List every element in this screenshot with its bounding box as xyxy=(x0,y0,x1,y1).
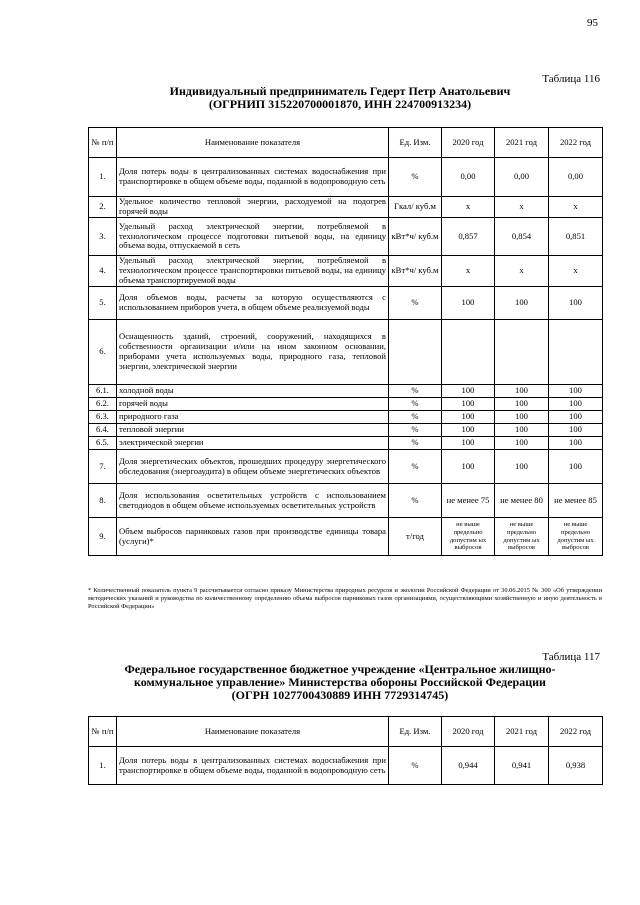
table-row xyxy=(89,218,603,256)
table-117-title-line1: Федеральное государственное бюджетное учреждение «Центральное жилищно- xyxy=(124,662,556,676)
row-number: 3. xyxy=(89,218,117,256)
value-2020: 100 xyxy=(442,385,495,398)
value-2020: 100 xyxy=(442,287,495,320)
table-row xyxy=(89,197,603,218)
unit: % xyxy=(389,450,442,484)
indicator-name: электрической энергии xyxy=(117,437,389,450)
value-2021: не менее 80 xyxy=(495,484,549,518)
indicator-name: тепловой энергии xyxy=(117,424,389,437)
indicator-name: Объем выбросов парниковых газов при производстве единицы товара (услуги)* xyxy=(117,518,389,556)
row-number: 6. xyxy=(89,320,117,385)
row-number: 6.3. xyxy=(89,411,117,424)
header-2022: 2022 год xyxy=(549,717,603,747)
value-2020: не менее 75 xyxy=(442,484,495,518)
table-117-title xyxy=(80,663,600,702)
table-row xyxy=(89,484,603,518)
table-row xyxy=(89,287,603,320)
indicator-name: холодной воды xyxy=(117,385,389,398)
unit: Гкал/ куб.м xyxy=(389,197,442,218)
value-2022: 100 xyxy=(549,424,603,437)
table-row xyxy=(89,320,603,385)
value-2021: 100 xyxy=(495,287,549,320)
row-number: 4. xyxy=(89,256,117,287)
table-116 xyxy=(88,127,603,556)
indicator-name: Доля потерь воды в централизованных системах водоснабжения при транспортировке в общем объеме воды, поданной в водопроводную сеть xyxy=(117,747,389,785)
row-number: 1. xyxy=(89,158,117,197)
value-2020: х xyxy=(442,197,495,218)
unit xyxy=(389,320,442,385)
value-2022 xyxy=(549,320,603,385)
table-row xyxy=(89,424,603,437)
header-unit: Ед. Изм. xyxy=(389,128,442,158)
value-2020: 100 xyxy=(442,411,495,424)
table-116-title xyxy=(80,85,600,111)
header-2020: 2020 год xyxy=(442,128,495,158)
value-2022: 0,851 xyxy=(549,218,603,256)
unit: % xyxy=(389,385,442,398)
unit: % xyxy=(389,411,442,424)
value-2022: х xyxy=(549,197,603,218)
indicator-name: Оснащенность зданий, строений, сооружений, находящихся в собственности организации и/или на ином законном основании, приборами учета используемых воды, природного газа, тепловой энергии, электрической энергии xyxy=(117,320,389,385)
unit: % xyxy=(389,747,442,785)
value-2022: 100 xyxy=(549,450,603,484)
unit: % xyxy=(389,437,442,450)
table-row xyxy=(89,158,603,197)
table-116-header-row xyxy=(89,128,603,158)
value-2021: 0,941 xyxy=(495,747,549,785)
value-2021 xyxy=(495,320,549,385)
value-2022: х xyxy=(549,256,603,287)
indicator-name: Удельный расход электрической энергии, потребляемой в технологическом процессе подготовки питьевой воды, на единицу объема воды, отпускаемой в сеть xyxy=(117,218,389,256)
value-2022: не менее 85 xyxy=(549,484,603,518)
value-2022: 0,00 xyxy=(549,158,603,197)
header-name: Наименование показателя xyxy=(117,128,389,158)
table-117-title-line2: коммунальное управление» Министерства обороны Российской Федерации xyxy=(134,675,546,689)
row-number: 9. xyxy=(89,518,117,556)
header-2021: 2021 год xyxy=(495,128,549,158)
row-number: 6.5. xyxy=(89,437,117,450)
value-2022: 100 xyxy=(549,385,603,398)
value-2022: не выше предельно допустим ых выбросов xyxy=(549,518,603,556)
indicator-name: горячей воды xyxy=(117,398,389,411)
row-number: 2. xyxy=(89,197,117,218)
table-row xyxy=(89,398,603,411)
value-2021: 100 xyxy=(495,411,549,424)
indicator-name: Доля энергетических объектов, прошедших процедуру энергетического обследования (энергоаудита) в общем объеме энергетических объектов xyxy=(117,450,389,484)
value-2021: 100 xyxy=(495,398,549,411)
value-2020: 0,944 xyxy=(442,747,495,785)
row-number: 6.4. xyxy=(89,424,117,437)
page-number: 95 xyxy=(587,17,598,29)
value-2021: х xyxy=(495,197,549,218)
table-row xyxy=(89,437,603,450)
table-116-label: Таблица 116 xyxy=(542,73,600,85)
value-2022: 100 xyxy=(549,287,603,320)
unit: % xyxy=(389,158,442,197)
row-number: 8. xyxy=(89,484,117,518)
unit: кВт*ч/ куб.м xyxy=(389,256,442,287)
table-row xyxy=(89,450,603,484)
value-2022: 100 xyxy=(549,437,603,450)
value-2020: 0,857 xyxy=(442,218,495,256)
unit: % xyxy=(389,287,442,320)
value-2021: 100 xyxy=(495,385,549,398)
value-2020: 100 xyxy=(442,424,495,437)
header-num: № п/п xyxy=(89,717,117,747)
table-116-title-line1: Индивидуальный предприниматель Гедерт Петр Анатольевич xyxy=(169,84,511,98)
unit: % xyxy=(389,484,442,518)
table-116-title-line2: (ОГРНИП 315220700001870, ИНН 224700913234) xyxy=(208,97,472,111)
value-2020 xyxy=(442,320,495,385)
row-number: 7. xyxy=(89,450,117,484)
unit: кВт*ч/ куб.м xyxy=(389,218,442,256)
value-2021: 100 xyxy=(495,450,549,484)
unit: % xyxy=(389,424,442,437)
table-117-title-line3: (ОГРН 1027700430889 ИНН 7729314745) xyxy=(231,688,449,702)
value-2022: 0,938 xyxy=(549,747,603,785)
value-2021: не выше предельно допустим ых выбросов xyxy=(495,518,549,556)
table-row xyxy=(89,256,603,287)
table-117-header-row xyxy=(89,717,603,747)
row-number: 5. xyxy=(89,287,117,320)
value-2021: х xyxy=(495,256,549,287)
table-116-footnote: * Количественный показатель пункта 9 рассчитывается согласно приказу Министерства природных ресурсов и экологии Российской Федерации от 30.06.2015 № 300 «Об утверждении методических указаний и руководства по количественному определению объема выбросов парниковых газов организациями, осуществляющими хозяйственную и иную деятельность в Российской Федерации» xyxy=(88,587,602,610)
table-row xyxy=(89,518,603,556)
value-2020: х xyxy=(442,256,495,287)
value-2021: 0,854 xyxy=(495,218,549,256)
header-2022: 2022 год xyxy=(549,128,603,158)
row-number: 6.1. xyxy=(89,385,117,398)
indicator-name: природного газа xyxy=(117,411,389,424)
header-name: Наименование показателя xyxy=(117,717,389,747)
value-2020: 100 xyxy=(442,398,495,411)
header-2020: 2020 год xyxy=(442,717,495,747)
indicator-name: Доля объемов воды, расчеты за которую осуществляются с использованием приборов учета, в общем объеме реализуемой воды xyxy=(117,287,389,320)
value-2020: не выше предельно допустим ых выбросов xyxy=(442,518,495,556)
table-117 xyxy=(88,716,603,785)
indicator-name: Доля потерь воды в централизованных системах водоснабжения при транспортировке в общем объеме воды, поданной в водопроводную сеть xyxy=(117,158,389,197)
table-row xyxy=(89,385,603,398)
value-2022: 100 xyxy=(549,398,603,411)
header-2021: 2021 год xyxy=(495,717,549,747)
indicator-name: Доля использования осветительных устройств с использованием светодиодов в общем объеме используемых осветительных устройств xyxy=(117,484,389,518)
unit: т/год xyxy=(389,518,442,556)
header-unit: Ед. Изм. xyxy=(389,717,442,747)
indicator-name: Удельный расход электрической энергии, потребляемой в технологическом процессе транспортировки питьевой воды, на единицу объема транспортируемой воды xyxy=(117,256,389,287)
table-row xyxy=(89,747,603,785)
header-num: № п/п xyxy=(89,128,117,158)
value-2020: 100 xyxy=(442,450,495,484)
row-number: 1. xyxy=(89,747,117,785)
value-2020: 100 xyxy=(442,437,495,450)
value-2021: 0,00 xyxy=(495,158,549,197)
value-2020: 0,00 xyxy=(442,158,495,197)
value-2021: 100 xyxy=(495,437,549,450)
table-117-label: Таблица 117 xyxy=(542,651,600,663)
value-2021: 100 xyxy=(495,424,549,437)
table-row xyxy=(89,411,603,424)
row-number: 6.2. xyxy=(89,398,117,411)
value-2022: 100 xyxy=(549,411,603,424)
unit: % xyxy=(389,398,442,411)
indicator-name: Удельное количество тепловой энергии, расходуемой на подогрев горячей воды xyxy=(117,197,389,218)
